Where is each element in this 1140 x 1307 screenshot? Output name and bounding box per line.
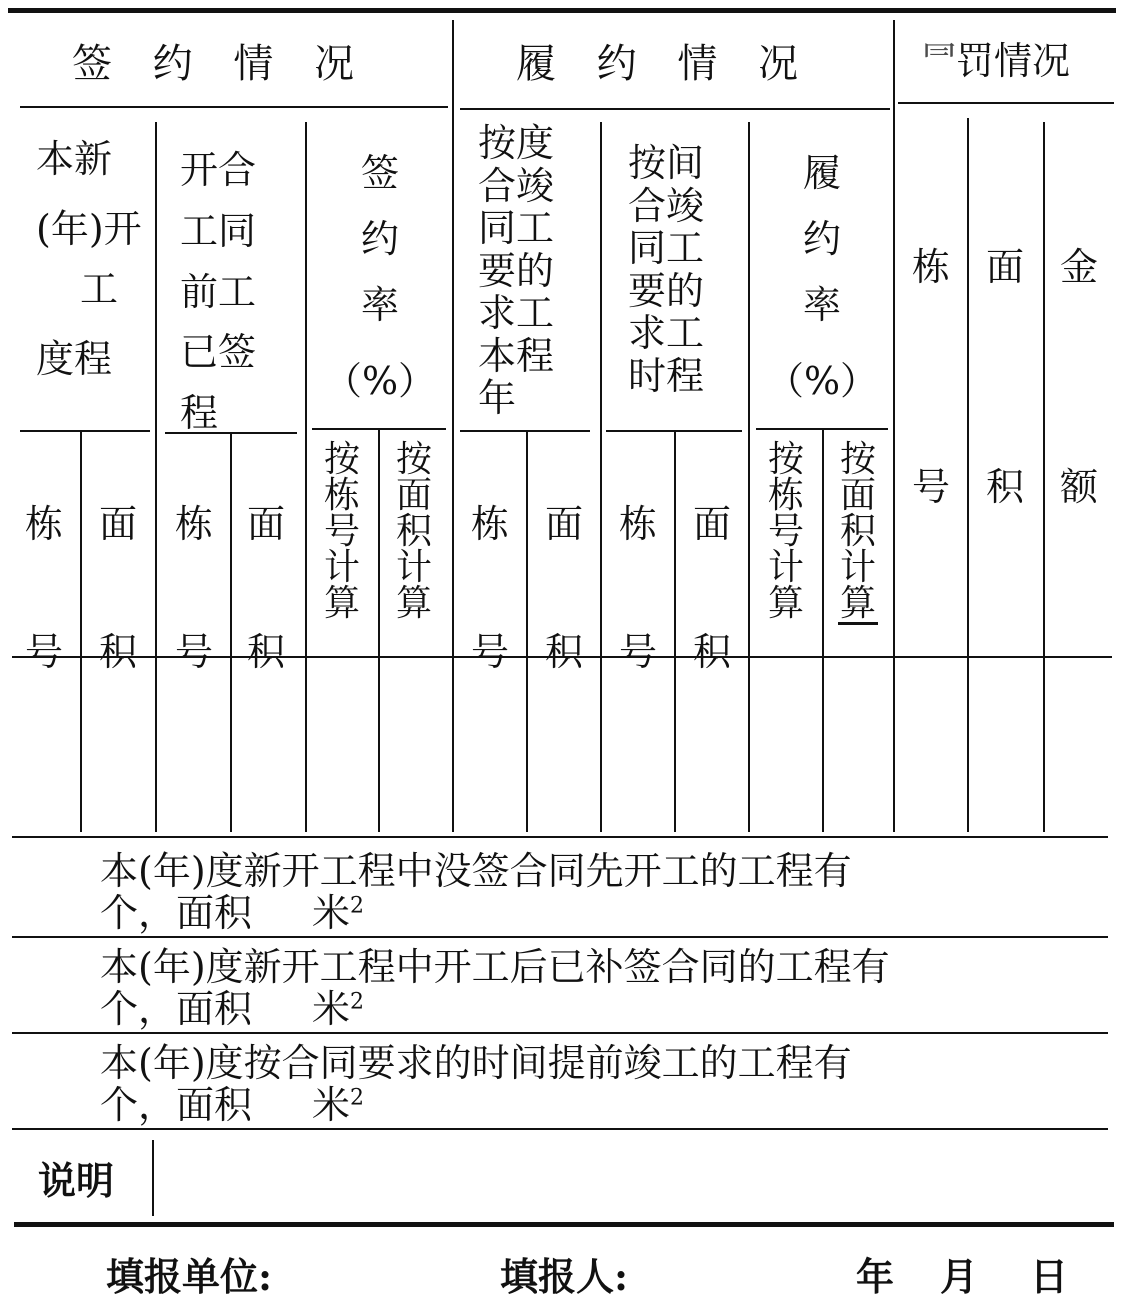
sub-rule-4 xyxy=(460,430,590,432)
sub-divider-3 xyxy=(378,430,380,832)
sub-unit-5: 栋号 xyxy=(618,502,657,674)
divider-performance-penalty xyxy=(893,20,895,832)
note-1: 本(年)度新开工程中没签合同先开工的工程有 个，面积 米$^2$ xyxy=(100,849,852,935)
footer-year: 年 xyxy=(856,1254,895,1299)
explanation-field[interactable] xyxy=(160,1140,1100,1216)
sub-by-area-2: 按面积计算 xyxy=(839,439,876,624)
sub-divider-1 xyxy=(80,432,82,832)
footer-filler-label: 填报人: xyxy=(500,1254,629,1299)
sub-by-unit-1: 按栋号计算 xyxy=(323,439,360,624)
bottom-rule xyxy=(14,1222,1114,1227)
col-divider-7 xyxy=(967,118,969,832)
sub-divider-6 xyxy=(822,430,824,832)
sub-unit-2: 栋号 xyxy=(174,502,213,674)
footer-unit-label: 填报单位: xyxy=(106,1254,273,1299)
col-pre-signed: 开合工同前工已签程 xyxy=(180,148,257,436)
group-performance: 履 约 情 况 xyxy=(516,41,813,87)
group-rule-signing xyxy=(20,106,448,108)
sub-area-4: 面积 xyxy=(544,502,583,674)
col-divider-2 xyxy=(305,122,307,832)
notes-top-rule xyxy=(12,836,1108,838)
penalty-col-amount: 金 xyxy=(1060,245,1099,289)
footer-unit-field[interactable] xyxy=(300,1250,480,1298)
col-time-per-contract: 按间合竣同工要的求工时程 xyxy=(628,141,705,398)
divider-signing-performance xyxy=(452,20,454,832)
col-signing-rate: 签 约 率 （%） xyxy=(323,151,437,403)
sub-area-2: 面积 xyxy=(246,502,285,674)
notes-rule-3 xyxy=(12,1128,1108,1130)
col-performance-rate: 履 约 率 （%） xyxy=(765,151,879,403)
sub-unit-1: 栋号 xyxy=(24,502,63,674)
sub-by-area-1: 按面积计算 xyxy=(395,439,432,624)
col-divider-5 xyxy=(748,122,750,832)
penalty-col-unit: 栋 xyxy=(912,245,951,289)
group-penalty: ⺜罚情况 xyxy=(920,39,1071,83)
group-rule-performance xyxy=(460,108,890,110)
sub-divider-5 xyxy=(674,432,676,832)
sub-divider-4 xyxy=(526,432,528,832)
col-new-projects: 本新 (年)开 工 度程 xyxy=(36,137,142,381)
penalty-sub-hao: 号 xyxy=(912,465,951,509)
explanation-divider xyxy=(152,1140,154,1216)
top-rule xyxy=(8,8,1116,13)
col-completion-per-contract: 按度合竣同工要的求工本程年 xyxy=(478,121,555,421)
footer-filler-field[interactable] xyxy=(660,1250,840,1298)
col-divider-1 xyxy=(155,122,157,832)
notes-rule-1 xyxy=(12,936,1108,938)
explanation-label: 说明 xyxy=(38,1158,115,1203)
sub-by-unit-2: 按栋号计算 xyxy=(767,439,804,624)
group-signing: 签 约 情 况 xyxy=(72,41,369,87)
penalty-col-area: 面 xyxy=(986,245,1025,289)
note-2: 本(年)度新开工程中开工后已补签合同的工程有 个，面积 米$^2$ xyxy=(100,945,890,1031)
sub-area-5: 面积 xyxy=(692,502,731,674)
sub-rule-1 xyxy=(20,430,150,432)
penalty-sub-e: 额 xyxy=(1060,465,1099,509)
col-divider-8 xyxy=(1043,122,1045,832)
col-divider-4 xyxy=(600,122,602,832)
note-3: 本(年)度按合同要求的时间提前竣工的工程有 个，面积 米$^2$ xyxy=(100,1041,852,1127)
sub-divider-2 xyxy=(230,434,232,832)
footer-day: 日 xyxy=(1030,1254,1069,1299)
group-rule-penalty xyxy=(898,102,1114,104)
penalty-sub-ji: 积 xyxy=(986,465,1025,509)
sub-area-1: 面积 xyxy=(98,502,137,674)
footer-month: 月 xyxy=(940,1254,979,1299)
sub-unit-4: 栋号 xyxy=(470,502,509,674)
notes-rule-2 xyxy=(12,1032,1108,1034)
